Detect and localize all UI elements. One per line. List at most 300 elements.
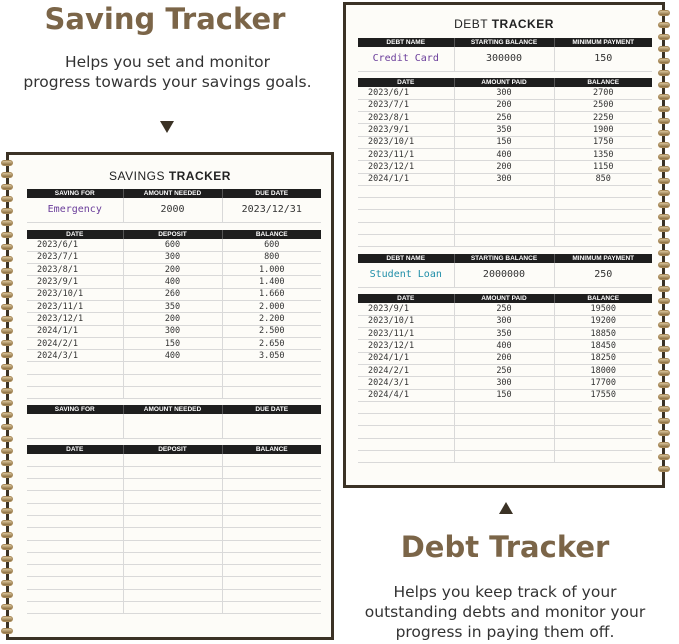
header-amount-paid: AMOUNT PAID (454, 294, 554, 303)
spiral-ring-icon (658, 34, 670, 40)
table-row (358, 210, 652, 222)
balance-cell (554, 185, 652, 197)
amount-cell (123, 515, 222, 527)
table-row (27, 337, 321, 349)
header-debt-name: DEBT NAME (358, 254, 454, 263)
spiral-ring-icon (1, 460, 13, 466)
amount-cell: 150 (123, 337, 222, 349)
date-cell: 2024/1/1 (358, 352, 454, 364)
balance-cell: 1150 (554, 161, 652, 173)
table-row (27, 552, 321, 564)
header-starting-balance: STARTING BALANCE (454, 38, 554, 47)
date-cell: 2023/12/1 (27, 313, 123, 325)
amount-cell (454, 414, 554, 426)
spiral-ring-icon (1, 352, 13, 358)
spiral-ring-icon (658, 394, 670, 400)
balance-cell (554, 401, 652, 413)
savings-page-title (9, 169, 331, 183)
debt-start-cell: 2000000 (454, 263, 554, 287)
table-row (358, 389, 652, 401)
goal-name-cell (27, 414, 123, 438)
spiral-ring-icon (658, 334, 670, 340)
table-row (358, 99, 652, 111)
header-date: DATE (27, 230, 123, 239)
spiral-ring-icon (1, 472, 13, 478)
table-row (358, 148, 652, 160)
table-row (27, 466, 321, 478)
debt-notebook (343, 2, 665, 488)
spiral-ring-icon (1, 328, 13, 334)
balance-cell: 600 (222, 239, 321, 251)
amount-cell (123, 362, 222, 374)
spiral-ring-icon (1, 520, 13, 526)
table-row (358, 87, 652, 99)
spiral-ring-icon (658, 118, 670, 124)
date-cell: 2023/6/1 (358, 87, 454, 99)
amount-cell: 200 (454, 161, 554, 173)
spiral-ring-icon (1, 544, 13, 550)
spiral-ring-icon (658, 262, 670, 268)
balance-cell: 17700 (554, 377, 652, 389)
amount-cell (454, 185, 554, 197)
header-amount-needed: AMOUNT NEEDED (123, 405, 222, 414)
savings-goal-table-2 (27, 405, 321, 439)
spiral-ring-icon (1, 616, 13, 622)
date-cell: 2023/9/1 (358, 124, 454, 136)
up-arrow-icon (499, 502, 513, 514)
spiral-ring-icon (658, 82, 670, 88)
spiral-ring-icon (658, 94, 670, 100)
date-cell (27, 454, 123, 466)
date-cell (27, 540, 123, 552)
amount-cell: 300 (454, 377, 554, 389)
table-row (27, 491, 321, 503)
spiral-ring-icon (1, 448, 13, 454)
date-cell: 2024/2/1 (358, 364, 454, 376)
spiral-ring-icon (658, 46, 670, 52)
table-row (27, 540, 321, 552)
header-saving-for: SAVING FOR (27, 189, 123, 198)
spiral-ring-icon (1, 412, 13, 418)
savings-title-bold: TRACKER (168, 169, 231, 183)
balance-cell (222, 528, 321, 540)
table-row (358, 426, 652, 438)
amount-cell: 350 (123, 300, 222, 312)
table-row (27, 479, 321, 491)
spiral-ring-icon (658, 442, 670, 448)
spiral-ring-icon (658, 130, 670, 136)
header-debt-name: DEBT NAME (358, 38, 454, 47)
table-row (358, 161, 652, 173)
saving-desc-line-1: Helps you set and monitor (64, 53, 271, 71)
amount-cell: 150 (454, 136, 554, 148)
spiral-ring-icon (658, 346, 670, 352)
goal-amount-cell (123, 414, 222, 438)
spiral-ring-icon (658, 382, 670, 388)
goal-due-cell (222, 414, 321, 438)
debt-log-table-2 (358, 294, 652, 463)
header-saving-for: SAVING FOR (27, 405, 123, 414)
spiral-ring-icon (658, 142, 670, 148)
amount-cell: 300 (454, 315, 554, 327)
balance-cell (222, 387, 321, 399)
spiral-ring-icon (1, 388, 13, 394)
table-row (27, 350, 321, 362)
spiral-binding-left (0, 160, 14, 640)
spiral-ring-icon (658, 106, 670, 112)
date-cell (358, 185, 454, 197)
amount-cell (454, 210, 554, 222)
balance-cell (222, 479, 321, 491)
amount-cell (454, 198, 554, 210)
spiral-ring-icon (658, 430, 670, 436)
balance-cell: 2500 (554, 99, 652, 111)
balance-cell (222, 454, 321, 466)
spiral-ring-icon (658, 10, 670, 16)
spiral-ring-icon (1, 400, 13, 406)
date-cell: 2024/2/1 (27, 337, 123, 349)
date-cell (27, 565, 123, 577)
balance-cell: 18250 (554, 352, 652, 364)
spiral-ring-icon (658, 238, 670, 244)
spiral-ring-icon (658, 58, 670, 64)
amount-cell: 350 (454, 124, 554, 136)
date-cell (27, 589, 123, 601)
date-cell: 2023/11/1 (358, 328, 454, 340)
amount-cell (123, 479, 222, 491)
balance-cell: 19200 (554, 315, 652, 327)
spiral-ring-icon (1, 196, 13, 202)
header-balance: BALANCE (222, 445, 321, 454)
date-cell: 2023/11/1 (27, 300, 123, 312)
amount-cell: 250 (454, 112, 554, 124)
date-cell: 2023/12/1 (358, 340, 454, 352)
table-row (358, 124, 652, 136)
spiral-ring-icon (1, 244, 13, 250)
spiral-ring-icon (658, 310, 670, 316)
date-cell (27, 374, 123, 386)
table-row (358, 364, 652, 376)
balance-cell: 1.400 (222, 276, 321, 288)
header-minimum-payment: MINIMUM PAYMENT (554, 254, 652, 263)
table-row (27, 362, 321, 374)
balance-cell (554, 426, 652, 438)
spiral-ring-icon (658, 454, 670, 460)
spiral-ring-icon (1, 292, 13, 298)
debt-info-table-2 (358, 254, 652, 288)
header-due-date: DUE DATE (222, 189, 321, 198)
date-cell: 2024/1/1 (27, 325, 123, 337)
table-row (358, 315, 652, 327)
debt-min-cell: 150 (554, 47, 652, 71)
table-row (27, 325, 321, 337)
balance-cell: 19500 (554, 303, 652, 315)
spiral-ring-icon (658, 250, 670, 256)
date-cell (27, 503, 123, 515)
spiral-ring-icon (1, 172, 13, 178)
amount-cell (454, 451, 554, 463)
spiral-ring-icon (1, 280, 13, 286)
balance-cell: 800 (222, 251, 321, 263)
spiral-ring-icon (658, 370, 670, 376)
date-cell (358, 210, 454, 222)
date-cell: 2023/8/1 (358, 112, 454, 124)
spiral-binding-right (657, 10, 671, 480)
amount-cell: 300 (123, 325, 222, 337)
date-cell: 2023/9/1 (358, 303, 454, 315)
amount-cell: 400 (123, 350, 222, 362)
spiral-ring-icon (658, 466, 670, 472)
amount-cell (123, 466, 222, 478)
table-row (27, 264, 321, 276)
amount-cell (123, 602, 222, 614)
date-cell (358, 198, 454, 210)
date-cell (27, 602, 123, 614)
table-row (358, 303, 652, 315)
spiral-ring-icon (658, 406, 670, 412)
spiral-ring-icon (1, 436, 13, 442)
debt-start-cell: 300000 (454, 47, 554, 71)
spiral-ring-icon (1, 340, 13, 346)
amount-cell (123, 552, 222, 564)
header-balance: BALANCE (554, 294, 652, 303)
spiral-ring-icon (1, 592, 13, 598)
date-cell (27, 552, 123, 564)
balance-cell (554, 198, 652, 210)
table-row (27, 589, 321, 601)
amount-cell: 250 (454, 364, 554, 376)
amount-cell: 600 (123, 239, 222, 251)
balance-cell: 1350 (554, 148, 652, 160)
savings-title-light: SAVINGS (109, 169, 169, 183)
date-cell: 2023/7/1 (358, 99, 454, 111)
spiral-ring-icon (658, 202, 670, 208)
debt-info-table-1 (358, 38, 652, 72)
table-row (27, 602, 321, 614)
date-cell: 2023/10/1 (358, 136, 454, 148)
spiral-ring-icon (1, 364, 13, 370)
spiral-ring-icon (1, 496, 13, 502)
amount-cell (123, 577, 222, 589)
amount-cell: 200 (123, 264, 222, 276)
header-due-date: DUE DATE (222, 405, 321, 414)
date-cell (27, 515, 123, 527)
savings-goal-table-1 (27, 189, 321, 223)
spiral-ring-icon (658, 358, 670, 364)
amount-cell: 400 (454, 340, 554, 352)
spiral-ring-icon (658, 22, 670, 28)
header-balance: BALANCE (222, 230, 321, 239)
balance-cell: 2.200 (222, 313, 321, 325)
amount-cell (454, 426, 554, 438)
spiral-ring-icon (1, 220, 13, 226)
table-row (27, 515, 321, 527)
date-cell: 2024/1/1 (358, 173, 454, 185)
date-cell (27, 491, 123, 503)
amount-cell: 350 (454, 328, 554, 340)
amount-cell (123, 589, 222, 601)
debt-name-cell: Student Loan (358, 263, 454, 287)
spiral-ring-icon (1, 568, 13, 574)
table-row (27, 565, 321, 577)
balance-cell (222, 466, 321, 478)
balance-cell (222, 540, 321, 552)
spiral-ring-icon (658, 214, 670, 220)
balance-cell (222, 503, 321, 515)
amount-cell (123, 387, 222, 399)
table-row (27, 503, 321, 515)
date-cell (358, 235, 454, 247)
balance-cell (554, 414, 652, 426)
savings-log-table-2 (27, 445, 321, 614)
debt-log-table-1 (358, 78, 652, 247)
spiral-ring-icon (1, 424, 13, 430)
spiral-ring-icon (1, 508, 13, 514)
date-cell (358, 426, 454, 438)
balance-cell: 2700 (554, 87, 652, 99)
debt-min-cell: 250 (554, 263, 652, 287)
balance-cell: 2.500 (222, 325, 321, 337)
date-cell (27, 387, 123, 399)
spiral-ring-icon (1, 316, 13, 322)
table-row (27, 454, 321, 466)
table-row (358, 414, 652, 426)
spiral-ring-icon (658, 178, 670, 184)
balance-cell (554, 222, 652, 234)
table-row (358, 340, 652, 352)
balance-cell: 1.000 (222, 264, 321, 276)
date-cell (358, 438, 454, 450)
date-cell (27, 479, 123, 491)
date-cell: 2023/11/1 (358, 148, 454, 160)
saving-desc-line-2: progress towards your savings goals. (23, 73, 312, 91)
saving-tracker-heading: Saving Tracker (44, 2, 286, 36)
spiral-ring-icon (658, 154, 670, 160)
balance-cell (554, 438, 652, 450)
balance-cell: 1.660 (222, 288, 321, 300)
spiral-ring-icon (658, 322, 670, 328)
header-starting-balance: STARTING BALANCE (454, 254, 554, 263)
table-row (27, 239, 321, 251)
amount-cell (123, 565, 222, 577)
spiral-ring-icon (1, 304, 13, 310)
date-cell: 2023/12/1 (358, 161, 454, 173)
table-row (27, 528, 321, 540)
amount-cell: 400 (123, 276, 222, 288)
spiral-ring-icon (1, 532, 13, 538)
balance-cell: 850 (554, 173, 652, 185)
spiral-ring-icon (658, 274, 670, 280)
amount-cell: 300 (123, 251, 222, 263)
spiral-ring-icon (658, 190, 670, 196)
table-row (27, 276, 321, 288)
table-row (358, 185, 652, 197)
table-row (358, 401, 652, 413)
date-cell: 2023/6/1 (27, 239, 123, 251)
debt-desc-line-3: progress in paying them off. (395, 623, 615, 641)
balance-cell: 3.050 (222, 350, 321, 362)
amount-cell: 200 (454, 352, 554, 364)
debt-desc-line-1: Helps you keep track of your (393, 583, 617, 601)
amount-cell (123, 528, 222, 540)
balance-cell: 1750 (554, 136, 652, 148)
spiral-ring-icon (1, 184, 13, 190)
amount-cell: 260 (123, 288, 222, 300)
spiral-ring-icon (1, 484, 13, 490)
date-cell (358, 222, 454, 234)
table-row (27, 374, 321, 386)
spiral-ring-icon (1, 208, 13, 214)
header-date: DATE (27, 445, 123, 454)
amount-cell: 200 (123, 313, 222, 325)
balance-cell (554, 451, 652, 463)
date-cell: 2023/10/1 (27, 288, 123, 300)
date-cell: 2024/3/1 (358, 377, 454, 389)
spiral-ring-icon (1, 628, 13, 634)
table-row (358, 222, 652, 234)
table-row (27, 313, 321, 325)
spiral-ring-icon (658, 70, 670, 76)
spiral-ring-icon (1, 160, 13, 166)
debt-title-light: DEBT (454, 17, 492, 31)
goal-amount-cell: 2000 (123, 198, 222, 222)
amount-cell (123, 540, 222, 552)
table-row (358, 198, 652, 210)
goal-due-cell: 2023/12/31 (222, 198, 321, 222)
debt-name-cell: Credit Card (358, 47, 454, 71)
date-cell (27, 528, 123, 540)
savings-log-table-1 (27, 230, 321, 399)
date-cell (27, 466, 123, 478)
debt-tracker-heading: Debt Tracker (400, 530, 610, 564)
amount-cell (454, 401, 554, 413)
header-date: DATE (358, 78, 454, 87)
amount-cell (123, 374, 222, 386)
debt-page-title (346, 17, 662, 31)
date-cell: 2024/3/1 (27, 350, 123, 362)
date-cell: 2023/10/1 (358, 315, 454, 327)
table-row (358, 328, 652, 340)
debt-title-bold: TRACKER (491, 17, 554, 31)
header-deposit: DEPOSIT (123, 230, 222, 239)
balance-cell (222, 565, 321, 577)
amount-cell: 300 (454, 173, 554, 185)
balance-cell: 2.650 (222, 337, 321, 349)
header-date: DATE (358, 294, 454, 303)
table-row (358, 438, 652, 450)
down-arrow-icon (160, 121, 174, 133)
spiral-ring-icon (1, 580, 13, 586)
spiral-ring-icon (658, 286, 670, 292)
balance-cell: 18450 (554, 340, 652, 352)
spiral-ring-icon (1, 376, 13, 382)
balance-cell (222, 491, 321, 503)
table-row (27, 288, 321, 300)
header-balance: BALANCE (554, 78, 652, 87)
date-cell (358, 451, 454, 463)
table-row (358, 235, 652, 247)
spiral-ring-icon (1, 556, 13, 562)
spiral-ring-icon (1, 232, 13, 238)
amount-cell: 250 (454, 303, 554, 315)
table-row (358, 112, 652, 124)
table-row (27, 300, 321, 312)
goal-name-cell: Emergency (27, 198, 123, 222)
amount-cell: 200 (454, 99, 554, 111)
table-row (27, 387, 321, 399)
spiral-ring-icon (658, 298, 670, 304)
table-row (27, 251, 321, 263)
